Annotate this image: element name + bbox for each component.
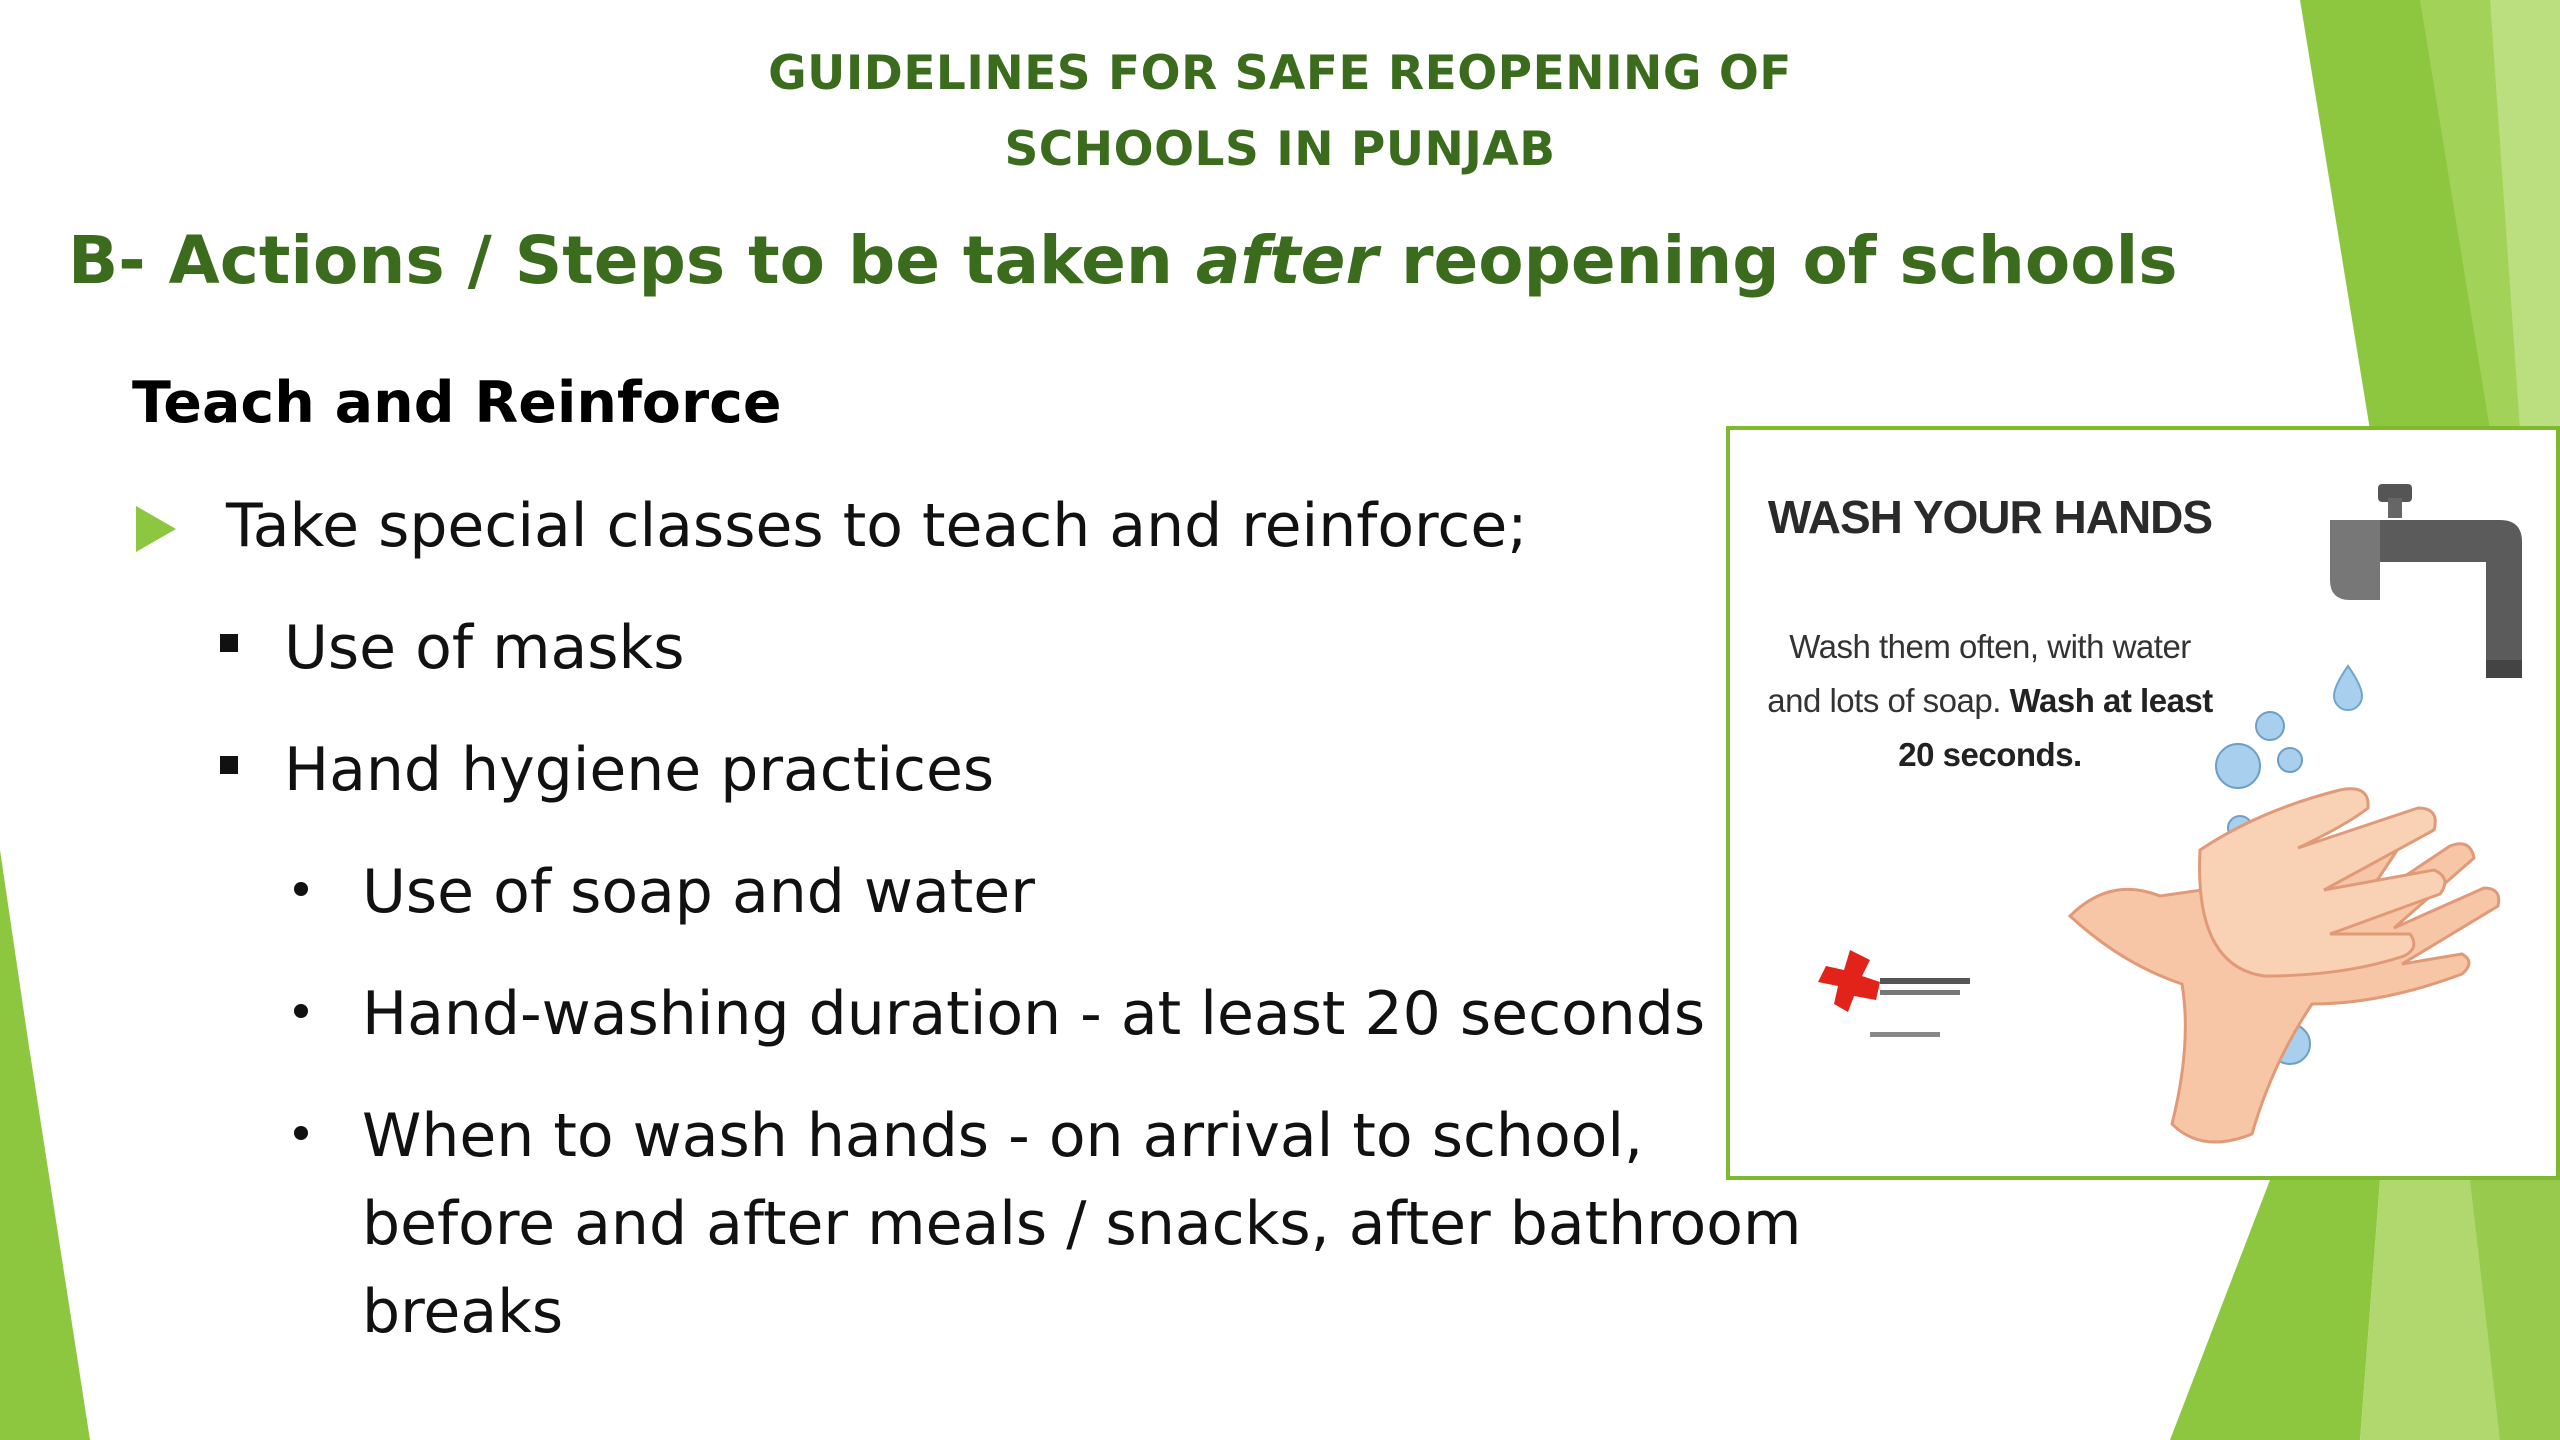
bullet-level2-item: Use of masks [284, 613, 685, 683]
square-bullet-icon [220, 756, 238, 774]
bottom-right-green-shape [2170, 1180, 2380, 1440]
poster-text-bold: Wash at least 20 seconds. [1898, 682, 2213, 773]
section-title [68, 222, 2177, 299]
wash-your-hands-poster [1726, 426, 2560, 1180]
bullet-level3-item: When to wash hands - on arrival to school, before and after meals / snacks, after bathroom breaks [362, 1101, 1802, 1347]
dot-bullet-icon [294, 1004, 308, 1018]
bullet-level1-item: Take special classes to teach and reinforce; [226, 491, 1528, 561]
water-drop-icon [2334, 666, 2362, 710]
water-tap-icon [2330, 484, 2522, 678]
bullet-level3-item: Hand-washing duration - at least 20 seconds [362, 979, 1706, 1049]
washing-hands-icon [2070, 789, 2499, 1142]
dot-bullet-icon [294, 882, 308, 896]
poster-text-regular: Wash them often, with water and lots of soap. [1767, 628, 2191, 719]
slide-header [0, 36, 2560, 188]
section-title-emphasis: after [1195, 222, 1378, 299]
msf-logo [1818, 950, 1970, 1037]
section-title-part-2: reopening of schools [1378, 222, 2178, 299]
dot-bullet-icon [294, 1126, 308, 1140]
triangle-bullet-icon [136, 506, 182, 552]
bottom-left-green-shape [0, 850, 90, 1440]
bullet-level2-item: Hand hygiene practices [284, 735, 995, 805]
subheading: Teach and Reinforce [132, 370, 782, 436]
bullet-level3-item: Use of soap and water [362, 857, 1035, 927]
poster-title: WASH YOUR HANDS [1767, 491, 2213, 543]
section-title-part-1: B- Actions / Steps to be taken [68, 222, 1196, 299]
poster-body-text [1760, 620, 2220, 782]
header-line-1: GUIDELINES FOR SAFE REOPENING OF [768, 46, 1792, 101]
header-line-2: SCHOOLS IN PUNJAB [1004, 122, 1556, 177]
square-bullet-icon [220, 634, 238, 652]
